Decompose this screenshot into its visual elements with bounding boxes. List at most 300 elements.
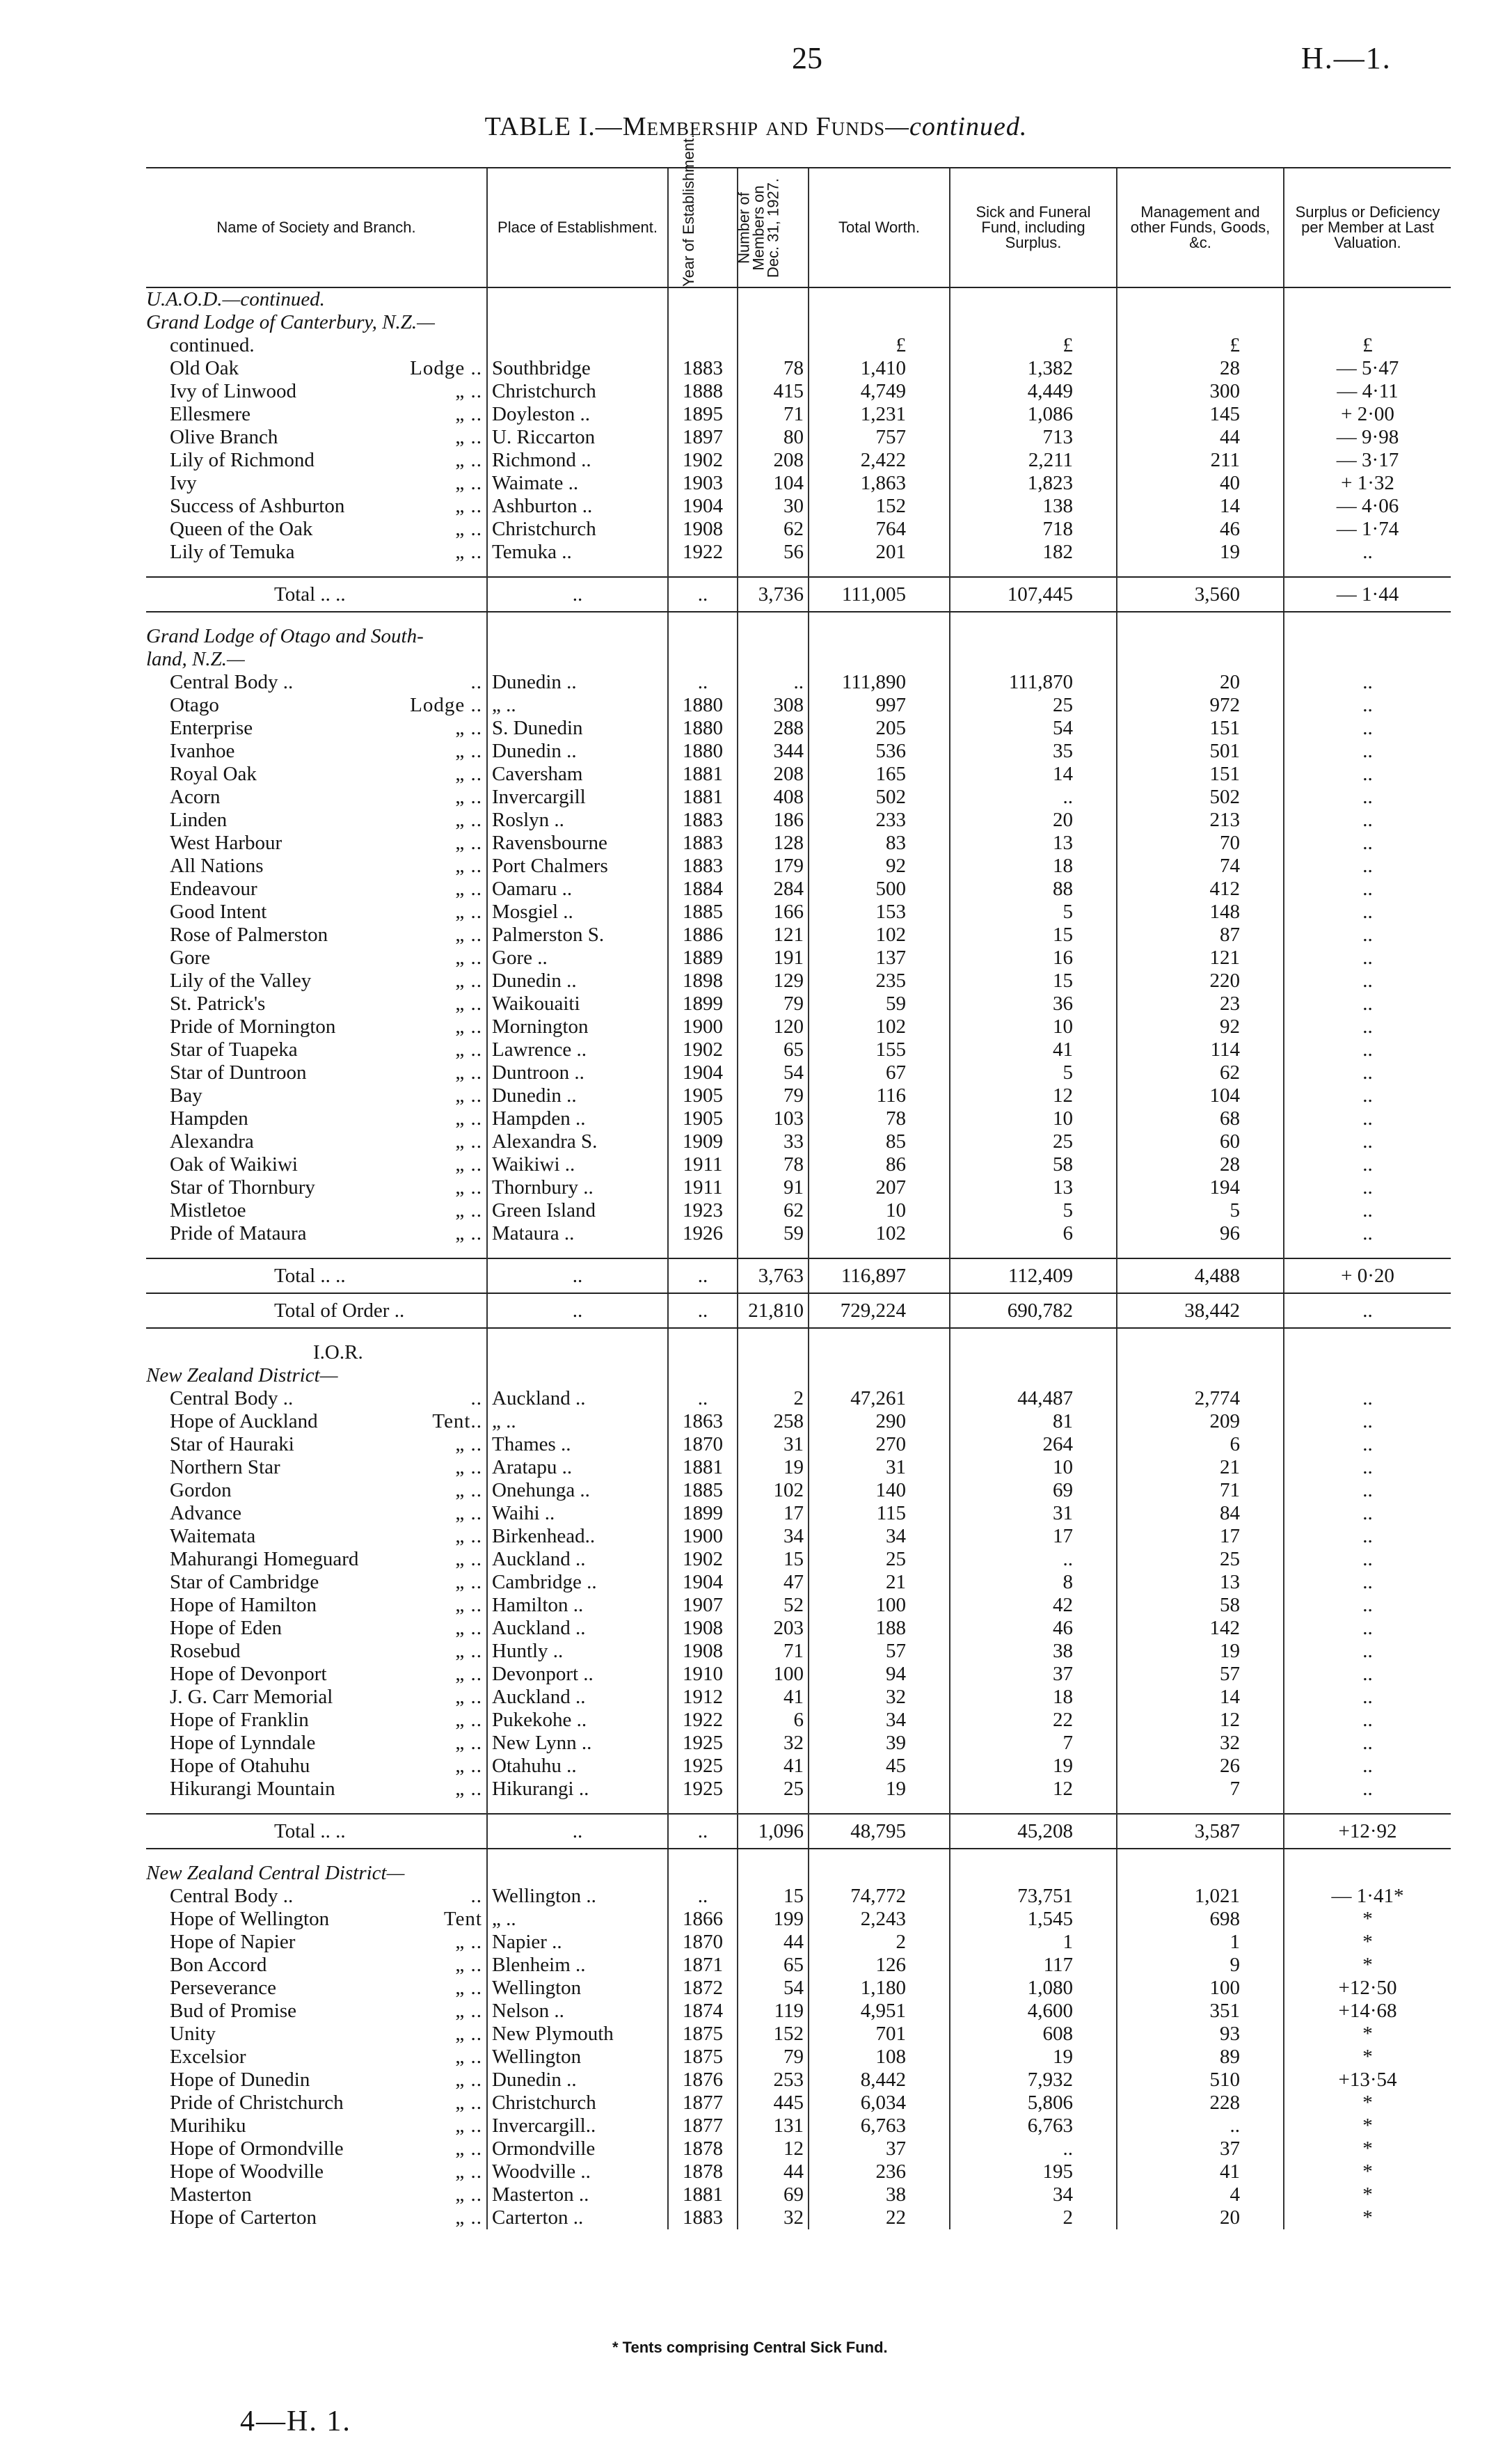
members-cell: 6 bbox=[738, 1709, 809, 1732]
members-cell: 344 bbox=[738, 740, 809, 763]
branch-name-cell bbox=[146, 495, 487, 518]
year-cell: 1875 bbox=[668, 2023, 738, 2046]
branch-name-cell bbox=[146, 786, 487, 809]
management-fund-cell: 89 bbox=[1117, 2046, 1284, 2069]
management-fund-cell: 211 bbox=[1117, 449, 1284, 472]
spacer-cell bbox=[1284, 612, 1451, 625]
branch-type-tag: „ .. bbox=[455, 1479, 482, 1501]
year-cell: 1912 bbox=[668, 1686, 738, 1709]
total-worth-cell: 34 bbox=[809, 1525, 950, 1548]
management-fund-cell: 87 bbox=[1117, 924, 1284, 947]
sick-fund-cell: 19 bbox=[950, 1755, 1117, 1778]
management-fund-cell: 84 bbox=[1117, 1502, 1284, 1525]
place-cell: Blenheim .. bbox=[487, 1954, 668, 1977]
management-fund-cell: 19 bbox=[1117, 541, 1284, 564]
sick-fund-cell: 44,487 bbox=[950, 1387, 1117, 1410]
management-fund-cell: 3,587 bbox=[1117, 1814, 1284, 1849]
empty-cell bbox=[738, 648, 809, 671]
total-worth-cell: 152 bbox=[809, 495, 950, 518]
place-cell: Temuka .. bbox=[487, 541, 668, 564]
total-row bbox=[146, 1293, 1451, 1328]
col-header-members-text: Number of Members on Dec. 31, 1927. bbox=[735, 177, 782, 278]
branch-name-cell bbox=[146, 1908, 487, 1931]
table-row bbox=[146, 403, 1451, 426]
year-cell: .. bbox=[668, 1258, 738, 1293]
sick-fund-cell: 107,445 bbox=[950, 577, 1117, 612]
members-cell: 19 bbox=[738, 1456, 809, 1479]
table-row bbox=[146, 1571, 1451, 1594]
spacer-cell bbox=[738, 564, 809, 577]
management-fund-cell: 46 bbox=[1117, 518, 1284, 541]
spacer-cell bbox=[950, 1328, 1117, 1341]
branch-type-tag: „ .. bbox=[455, 1433, 482, 1455]
sick-fund-cell: 7,932 bbox=[950, 2069, 1117, 2092]
total-worth-cell: 165 bbox=[809, 763, 950, 786]
branch-name-cell bbox=[146, 878, 487, 901]
empty-cell bbox=[487, 1341, 668, 1364]
spacer-cell bbox=[809, 612, 950, 625]
branch-type-tag: „ .. bbox=[455, 993, 482, 1015]
members-cell: 79 bbox=[738, 1084, 809, 1107]
table-row bbox=[146, 1199, 1451, 1222]
branch-name: Gore bbox=[170, 947, 210, 969]
year-cell: 1878 bbox=[668, 2137, 738, 2160]
management-fund-cell: 28 bbox=[1117, 1153, 1284, 1176]
members-cell: 3,736 bbox=[738, 577, 809, 612]
members-cell: 71 bbox=[738, 1640, 809, 1663]
spacer-cell bbox=[487, 1245, 668, 1258]
total-worth-cell: 102 bbox=[809, 1015, 950, 1038]
empty-cell bbox=[809, 648, 950, 671]
sick-fund-cell: 4,449 bbox=[950, 380, 1117, 403]
page-number: 25 bbox=[792, 41, 822, 75]
spacer-cell bbox=[1117, 1801, 1284, 1814]
management-fund-cell: 7 bbox=[1117, 1778, 1284, 1801]
total-worth-cell: 47,261 bbox=[809, 1387, 950, 1410]
members-cell: 131 bbox=[738, 2115, 809, 2137]
empty-cell bbox=[1284, 287, 1451, 311]
place-cell bbox=[487, 334, 668, 357]
branch-name: Hope of Eden bbox=[170, 1617, 282, 1639]
table-row bbox=[146, 541, 1451, 564]
year-cell: 1908 bbox=[668, 1617, 738, 1640]
section-heading: Grand Lodge of Otago and South- bbox=[146, 625, 424, 647]
management-fund-cell: 114 bbox=[1117, 1038, 1284, 1061]
branch-name-cell bbox=[146, 2160, 487, 2183]
empty-cell bbox=[1117, 648, 1284, 671]
surplus-cell: + 2·00 bbox=[1284, 403, 1451, 426]
sick-fund-cell: 5 bbox=[950, 901, 1117, 924]
empty-cell bbox=[809, 625, 950, 648]
table-row bbox=[146, 426, 1451, 449]
total-worth-cell: 83 bbox=[809, 832, 950, 855]
members-cell: 78 bbox=[738, 1153, 809, 1176]
membership-table bbox=[146, 134, 1451, 2229]
place-cell: Lawrence .. bbox=[487, 1038, 668, 1061]
place-cell: Thames .. bbox=[487, 1433, 668, 1456]
management-fund-cell: 972 bbox=[1117, 694, 1284, 717]
branch-name-cell bbox=[146, 1502, 487, 1525]
management-fund-cell: 28 bbox=[1117, 357, 1284, 380]
sick-fund-cell: 38 bbox=[950, 1640, 1117, 1663]
year-cell: 1883 bbox=[668, 809, 738, 832]
members-cell: 445 bbox=[738, 2092, 809, 2115]
total-worth-cell: 153 bbox=[809, 901, 950, 924]
year-cell: .. bbox=[668, 1814, 738, 1849]
year-cell: 1877 bbox=[668, 2092, 738, 2115]
total-worth-cell: 997 bbox=[809, 694, 950, 717]
branch-name: Advance bbox=[170, 1502, 242, 1524]
surplus-cell: .. bbox=[1284, 1038, 1451, 1061]
management-fund-cell: 510 bbox=[1117, 2069, 1284, 2092]
branch-type-tag: „ .. bbox=[455, 495, 482, 517]
surplus-cell: — 4·06 bbox=[1284, 495, 1451, 518]
management-fund-cell: 14 bbox=[1117, 495, 1284, 518]
total-worth-cell: 116,897 bbox=[809, 1258, 950, 1293]
branch-name: Star of Cambridge bbox=[170, 1571, 319, 1593]
empty-cell bbox=[487, 287, 668, 311]
year-cell bbox=[668, 334, 738, 357]
sick-fund-cell: 18 bbox=[950, 855, 1117, 878]
empty-cell bbox=[487, 1364, 668, 1387]
surplus-cell: — 1·74 bbox=[1284, 518, 1451, 541]
branch-name-cell bbox=[146, 380, 487, 403]
table-row bbox=[146, 518, 1451, 541]
management-fund-cell: 151 bbox=[1117, 763, 1284, 786]
empty-cell bbox=[1284, 1862, 1451, 1885]
branch-name-cell bbox=[146, 426, 487, 449]
table-row bbox=[146, 671, 1451, 694]
year-cell: 1880 bbox=[668, 717, 738, 740]
branch-type-tag: „ .. bbox=[455, 1778, 482, 1800]
spacer-cell bbox=[1117, 564, 1284, 577]
branch-type-tag: „ .. bbox=[455, 924, 482, 946]
surplus-cell: .. bbox=[1284, 1433, 1451, 1456]
section-heading-row bbox=[146, 1364, 1451, 1387]
total-worth-cell: 74,772 bbox=[809, 1885, 950, 1908]
spacer-cell bbox=[668, 1801, 738, 1814]
branch-name-cell bbox=[146, 1640, 487, 1663]
table-row bbox=[146, 2206, 1451, 2229]
members-cell: 32 bbox=[738, 2206, 809, 2229]
branch-name: Rose of Palmerston bbox=[170, 924, 328, 946]
sick-fund-cell: 6 bbox=[950, 1222, 1117, 1245]
place-cell: Waimate .. bbox=[487, 472, 668, 495]
branch-name-cell bbox=[146, 671, 487, 694]
branch-type-tag: „ .. bbox=[455, 1456, 482, 1478]
management-fund-cell: 412 bbox=[1117, 878, 1284, 901]
year-cell: 1922 bbox=[668, 541, 738, 564]
members-cell: 288 bbox=[738, 717, 809, 740]
branch-name-cell bbox=[146, 1479, 487, 1502]
surplus-cell: — 9·98 bbox=[1284, 426, 1451, 449]
branch-name: Total .. .. bbox=[274, 1819, 346, 1842]
branch-type-tag: „ .. bbox=[455, 1594, 482, 1616]
total-worth-cell: 85 bbox=[809, 1130, 950, 1153]
table-row bbox=[146, 1456, 1451, 1479]
year-cell: 1872 bbox=[668, 1977, 738, 2000]
year-cell: .. bbox=[668, 577, 738, 612]
branch-name-cell bbox=[146, 1433, 487, 1456]
place-cell: Richmond .. bbox=[487, 449, 668, 472]
branch-name: J. G. Carr Memorial bbox=[170, 1686, 333, 1708]
empty-cell bbox=[1117, 625, 1284, 648]
year-cell: 1909 bbox=[668, 1130, 738, 1153]
branch-name-cell bbox=[146, 577, 487, 612]
sick-fund-cell: 195 bbox=[950, 2160, 1117, 2183]
year-cell: 1885 bbox=[668, 901, 738, 924]
members-cell: 203 bbox=[738, 1617, 809, 1640]
sick-fund-cell: 15 bbox=[950, 970, 1117, 993]
table-row bbox=[146, 1594, 1451, 1617]
branch-type-tag: „ .. bbox=[455, 2183, 482, 2206]
empty-cell bbox=[809, 1364, 950, 1387]
members-cell: 17 bbox=[738, 1502, 809, 1525]
spacer-cell bbox=[809, 1849, 950, 1862]
total-worth-cell: 22 bbox=[809, 2206, 950, 2229]
surplus-cell: .. bbox=[1284, 1199, 1451, 1222]
branch-name: Bud of Promise bbox=[170, 2000, 297, 2022]
place-cell: Hampden .. bbox=[487, 1107, 668, 1130]
sick-fund-cell: 111,870 bbox=[950, 671, 1117, 694]
spacer-cell bbox=[1284, 1801, 1451, 1814]
branch-name: Mahurangi Homeguard bbox=[170, 1548, 359, 1570]
place-cell: Auckland .. bbox=[487, 1548, 668, 1571]
empty-cell bbox=[1117, 1862, 1284, 1885]
branch-name: Hope of Hamilton bbox=[170, 1594, 317, 1616]
sick-fund-cell: 608 bbox=[950, 2023, 1117, 2046]
members-cell: 284 bbox=[738, 878, 809, 901]
place-cell: Palmerston S. bbox=[487, 924, 668, 947]
branch-name: Total .. .. bbox=[274, 583, 346, 606]
sick-fund-cell: 35 bbox=[950, 740, 1117, 763]
branch-type-tag: Tent.. bbox=[432, 1410, 482, 1432]
members-cell: 119 bbox=[738, 2000, 809, 2023]
year-cell: 1880 bbox=[668, 694, 738, 717]
sick-fund-cell: 1,823 bbox=[950, 472, 1117, 495]
spacer-cell bbox=[738, 1801, 809, 1814]
branch-type-tag: „ .. bbox=[455, 2069, 482, 2091]
section-heading: New Zealand District— bbox=[146, 1364, 338, 1386]
members-cell: 100 bbox=[738, 1663, 809, 1686]
total-worth-cell: 270 bbox=[809, 1433, 950, 1456]
col-header-name: Name of Society and Branch. bbox=[146, 168, 487, 287]
branch-name: Ellesmere bbox=[170, 403, 250, 425]
surplus-cell: .. bbox=[1284, 1130, 1451, 1153]
sick-fund-cell: 16 bbox=[950, 947, 1117, 970]
branch-type-tag: „ .. bbox=[455, 1640, 482, 1662]
spacer-cell bbox=[738, 1245, 809, 1258]
empty-cell bbox=[1117, 1341, 1284, 1364]
sick-fund-cell: 5,806 bbox=[950, 2092, 1117, 2115]
branch-name: Star of Tuapeka bbox=[170, 1038, 298, 1061]
management-fund-cell: 142 bbox=[1117, 1617, 1284, 1640]
surplus-cell: .. bbox=[1284, 1548, 1451, 1571]
surplus-cell: .. bbox=[1284, 1479, 1451, 1502]
sick-fund-cell: 41 bbox=[950, 1038, 1117, 1061]
management-fund-cell: 44 bbox=[1117, 426, 1284, 449]
branch-name-cell bbox=[146, 1885, 487, 1908]
total-worth-cell: 111,890 bbox=[809, 671, 950, 694]
year-cell: 1884 bbox=[668, 878, 738, 901]
spacer-cell bbox=[950, 1849, 1117, 1862]
branch-type-tag: „ .. bbox=[455, 1755, 482, 1777]
branch-name: Hope of Napier bbox=[170, 1931, 296, 1953]
branch-type-tag: „ .. bbox=[455, 1153, 482, 1176]
spacer-cell bbox=[1117, 612, 1284, 625]
branch-name-cell bbox=[146, 357, 487, 380]
surplus-cell: .. bbox=[1284, 1061, 1451, 1084]
branch-type-tag: .. bbox=[470, 1387, 482, 1409]
total-worth-cell: 48,795 bbox=[809, 1814, 950, 1849]
branch-name: Gordon bbox=[170, 1479, 232, 1501]
branch-name-cell bbox=[146, 993, 487, 1015]
surplus-cell: — 1·44 bbox=[1284, 577, 1451, 612]
surplus-cell: .. bbox=[1284, 1015, 1451, 1038]
branch-name: Success of Ashburton bbox=[170, 495, 345, 517]
section-heading-row bbox=[146, 1862, 1451, 1885]
management-fund-cell: 14 bbox=[1117, 1686, 1284, 1709]
surplus-cell: * bbox=[1284, 2160, 1451, 2183]
management-fund-cell: 194 bbox=[1117, 1176, 1284, 1199]
year-cell: 1874 bbox=[668, 2000, 738, 2023]
branch-type-tag: „ .. bbox=[455, 472, 482, 494]
empty-cell bbox=[809, 287, 950, 311]
total-worth-cell: 1,180 bbox=[809, 1977, 950, 2000]
place-cell: Ashburton .. bbox=[487, 495, 668, 518]
members-cell: 15 bbox=[738, 1548, 809, 1571]
year-cell: 1904 bbox=[668, 495, 738, 518]
col-header-members bbox=[735, 168, 809, 287]
branch-type-tag: „ .. bbox=[455, 878, 482, 900]
management-fund-cell: 121 bbox=[1117, 947, 1284, 970]
place-cell: Devonport .. bbox=[487, 1663, 668, 1686]
branch-name: Unity bbox=[170, 2023, 216, 2045]
table-row bbox=[146, 1222, 1451, 1245]
branch-name-cell bbox=[146, 2023, 487, 2046]
management-fund-cell: 1,021 bbox=[1117, 1885, 1284, 1908]
surplus-cell: .. bbox=[1284, 671, 1451, 694]
management-fund-cell: 220 bbox=[1117, 970, 1284, 993]
sick-fund-cell: 2 bbox=[950, 2206, 1117, 2229]
members-cell: 44 bbox=[738, 1931, 809, 1954]
spacer-cell bbox=[950, 1245, 1117, 1258]
total-worth-cell: 111,005 bbox=[809, 577, 950, 612]
members-cell: 78 bbox=[738, 357, 809, 380]
surplus-cell: .. bbox=[1284, 1617, 1451, 1640]
place-cell: Auckland .. bbox=[487, 1387, 668, 1410]
place-cell: Pukekohe .. bbox=[487, 1709, 668, 1732]
table-row bbox=[146, 1525, 1451, 1548]
branch-name: Pride of Mornington bbox=[170, 1015, 336, 1038]
year-cell: 1883 bbox=[668, 855, 738, 878]
total-worth-cell: 8,442 bbox=[809, 2069, 950, 2092]
sick-fund-cell: 264 bbox=[950, 1433, 1117, 1456]
total-worth-cell: 116 bbox=[809, 1084, 950, 1107]
sick-fund-cell: 12 bbox=[950, 1084, 1117, 1107]
section-heading: New Zealand Central District— bbox=[146, 1862, 405, 1884]
surplus-cell: .. bbox=[1284, 694, 1451, 717]
total-worth-cell: 1,231 bbox=[809, 403, 950, 426]
branch-name: Royal Oak bbox=[170, 763, 257, 785]
sick-fund-cell: 69 bbox=[950, 1479, 1117, 1502]
col-header-mgmt: Management and other Funds, Goods, &c. bbox=[1117, 168, 1284, 287]
management-fund-cell: 60 bbox=[1117, 1130, 1284, 1153]
branch-name-cell bbox=[146, 449, 487, 472]
total-row bbox=[146, 1258, 1451, 1293]
branch-name-cell bbox=[146, 541, 487, 564]
branch-name-cell bbox=[146, 1456, 487, 1479]
management-fund-cell: 38,442 bbox=[1117, 1293, 1284, 1328]
table-row bbox=[146, 855, 1451, 878]
sick-fund-cell: 54 bbox=[950, 717, 1117, 740]
spacer-cell bbox=[950, 564, 1117, 577]
place-cell: .. bbox=[487, 1814, 668, 1849]
branch-type-tag: „ .. bbox=[455, 426, 482, 448]
spacer-row bbox=[146, 1245, 1451, 1258]
total-worth-cell: 57 bbox=[809, 1640, 950, 1663]
sick-fund-cell: 138 bbox=[950, 495, 1117, 518]
spacer-cell bbox=[487, 1328, 668, 1341]
sick-fund-cell: 42 bbox=[950, 1594, 1117, 1617]
header-row bbox=[146, 168, 1451, 287]
branch-type-tag: „ .. bbox=[455, 1571, 482, 1593]
table-row bbox=[146, 1640, 1451, 1663]
management-fund-cell: 228 bbox=[1117, 2092, 1284, 2115]
sick-fund-cell: 15 bbox=[950, 924, 1117, 947]
branch-type-tag: „ .. bbox=[455, 809, 482, 831]
table-row bbox=[146, 1433, 1451, 1456]
management-fund-cell: 40 bbox=[1117, 472, 1284, 495]
place-cell: Port Chalmers bbox=[487, 855, 668, 878]
table-row bbox=[146, 380, 1451, 403]
total-worth-cell: 233 bbox=[809, 809, 950, 832]
branch-name: Central Body .. bbox=[170, 671, 294, 693]
members-cell: 71 bbox=[738, 403, 809, 426]
title-main: Membership and Funds bbox=[622, 112, 886, 141]
total-worth-cell: 205 bbox=[809, 717, 950, 740]
place-cell: U. Riccarton bbox=[487, 426, 668, 449]
surplus-cell: .. bbox=[1284, 1387, 1451, 1410]
members-cell: 47 bbox=[738, 1571, 809, 1594]
management-fund-cell: 148 bbox=[1117, 901, 1284, 924]
table-row bbox=[146, 1107, 1451, 1130]
place-cell: .. bbox=[487, 1293, 668, 1328]
section-heading-row bbox=[146, 625, 1451, 648]
surplus-cell: * bbox=[1284, 2206, 1451, 2229]
col-header-worth: Total Worth. bbox=[809, 168, 950, 287]
place-cell: Dunedin .. bbox=[487, 671, 668, 694]
table-row bbox=[146, 809, 1451, 832]
spacer-row bbox=[146, 1801, 1451, 1814]
table-row bbox=[146, 1778, 1451, 1801]
table-row bbox=[146, 1038, 1451, 1061]
total-worth-cell: £ bbox=[809, 334, 950, 357]
section-heading-row bbox=[146, 648, 1451, 671]
section-heading-row bbox=[146, 1341, 1451, 1364]
branch-name: Hampden bbox=[170, 1107, 248, 1130]
branch-name: Hope of Auckland bbox=[170, 1410, 318, 1432]
place-cell: Christchurch bbox=[487, 380, 668, 403]
table-row bbox=[146, 2160, 1451, 2183]
place-cell: Nelson .. bbox=[487, 2000, 668, 2023]
sick-fund-cell: 22 bbox=[950, 1709, 1117, 1732]
sick-fund-cell: 1,545 bbox=[950, 1908, 1117, 1931]
members-cell: 52 bbox=[738, 1594, 809, 1617]
members-cell: 15 bbox=[738, 1885, 809, 1908]
management-fund-cell: 351 bbox=[1117, 2000, 1284, 2023]
document-reference: H.—1. bbox=[1301, 41, 1392, 75]
